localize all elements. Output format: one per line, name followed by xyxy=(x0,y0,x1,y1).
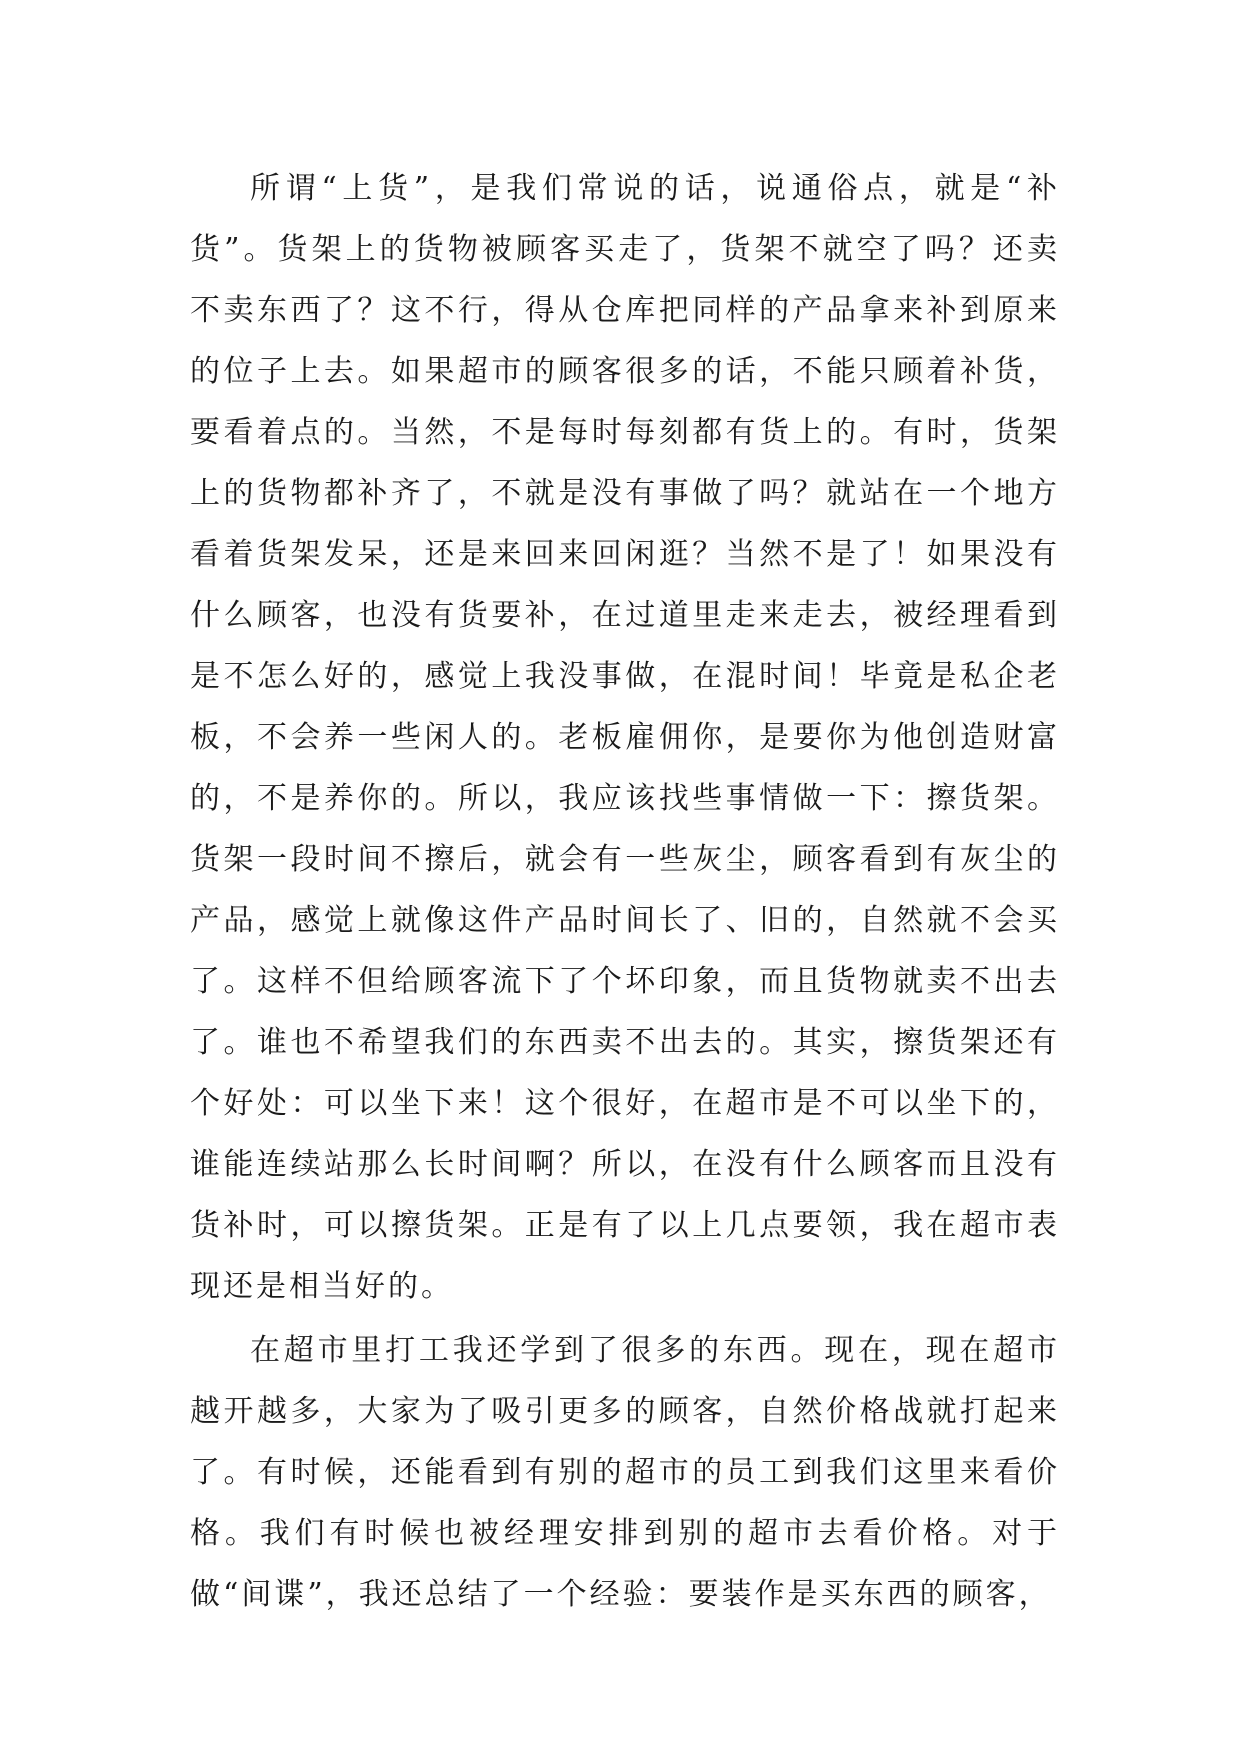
paragraph-1: 所谓“上货”，是我们常说的话，说通俗点，就是“补货”。货架上的货物被顾客买走了，货架不就空了吗？还卖不卖东西了？这不行，得从仓库把同样的产品拿来补到原来的位子上去。如果超市的顾客很多的话，不能只顾着补货，要看着点的。当然，不是每时每刻都有货上的。有时，货架上的货物都补齐了，不就是没有事做了吗？就站在一个地方看着货架发呆，还是来回来回闲逛？当然不是了！如果没有什么顾客，也没有货要补，在过道里走来走去，被经理看到是不怎么好的，感觉上我没事做，在混时间！毕竟是私企老板，不会养一些闲人的。老板雇佣你，是要你为他创造财富的，不是养你的。所以，我应该找些事情做一下：擦货架。货架一段时间不擦后，就会有一些灰尘，顾客看到有灰尘的产品，感觉上就像这件产品时间长了、旧的，自然就不会买了。这样不但给顾客流下了个坏印象，而且货物就卖不出去了。谁也不希望我们的东西卖不出去的。其实，擦货架还有个好处：可以坐下来！这个很好，在超市是不可以坐下的，谁能连续站那么长时间啊？所以，在没有什么顾客而且没有货补时，可以擦货架。正是有了以上几点要领，我在超市表现还是相当好的。 xyxy=(190,171,1060,1304)
paragraph-2: 在超市里打工我还学到了很多的东西。现在，现在超市越开越多，大家为了吸引更多的顾客，自然价格战就打起来了。有时候，还能看到有别的超市的员工到我们这里来看价格。我们有时候也被经理安排到别的超市去看价格。对于做“间谍”，我还总结了一个经验：要装作是买东西的顾客， xyxy=(190,1333,1060,1612)
document-body xyxy=(190,158,1060,1625)
